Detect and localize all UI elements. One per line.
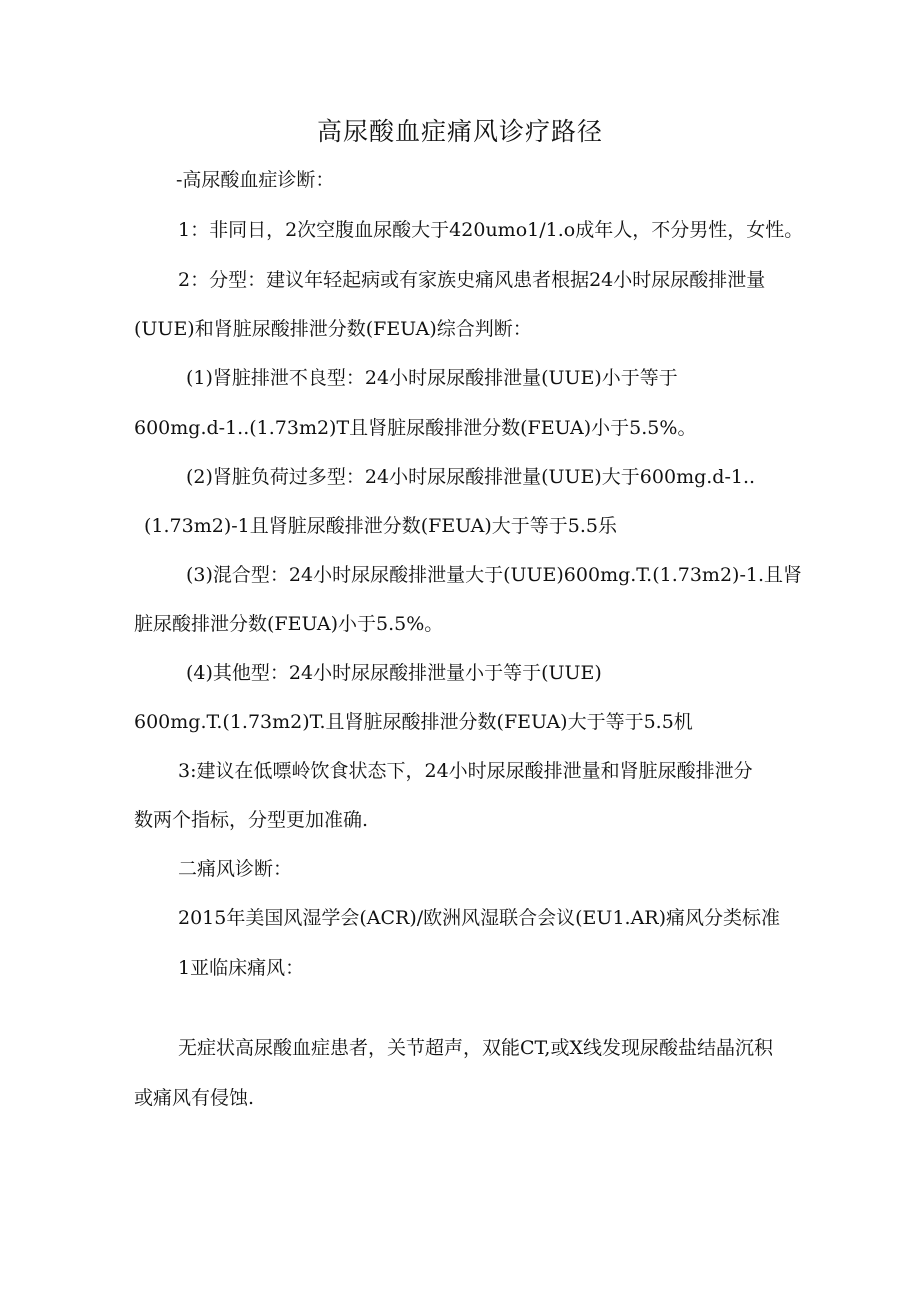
paragraph-classification-line-1: 2：分型：建议年轻起病或有家族史痛风患者根据24小时尿尿酸排泄量 xyxy=(178,269,766,291)
paragraph-recommendation-line-1: 3:建议在低嘌岭饮食状态下，24小时尿尿酸排泄量和肾脏尿酸排泄分 xyxy=(178,760,753,782)
paragraph-type-4-line-2: 600mg.T.(1.73m2)T.且肾脏尿酸排泄分数(FEUA)大于等于5.5机 xyxy=(134,711,693,733)
paragraph-type-4-line-1: (4)其他型：24小时尿尿酸排泄量小于等于(UUE) xyxy=(186,662,602,684)
paragraph-type-1-line-2: 600mg.d-1..(1.73m2)T且肾脏尿酸排泄分数(FEUA)小于5.5%。 xyxy=(134,417,697,439)
paragraph-type-3-line-1: (3)混合型：24小时尿尿酸排泄量大于(UUE)600mg.T.(1.73m2)-1.且肾 xyxy=(186,564,802,586)
paragraph-subclinical-line-1: 无症状高尿酸血症患者，关节超声，双能CT,或X线发现尿酸盐结晶沉积 xyxy=(178,1037,773,1059)
page-title: 高尿酸血症痛风诊疗路径 xyxy=(316,117,603,146)
subheading-subclinical-gout: 1亚临床痛风： xyxy=(178,957,305,979)
paragraph-type-2-line-1: (2)肾脏负荷过多型：24小时尿尿酸排泄量(UUE)大于600mg.d-1.. xyxy=(186,466,756,488)
paragraph-type-2-line-2: (1.73m2)-1且肾脏尿酸排泄分数(FEUA)大于等于5.5乐 xyxy=(144,515,617,537)
paragraph-criterion-1: 1：非同日，2次空腹血尿酸大于420umo1/1.o成年人，不分男性，女性。 xyxy=(178,219,804,241)
section-heading-gout: 二痛风诊断： xyxy=(178,858,293,880)
paragraph-type-3-line-2: 脏尿酸排泄分数(FEUA)小于5.5%。 xyxy=(134,613,444,635)
paragraph-subclinical-line-2: 或痛风有侵蚀. xyxy=(134,1087,255,1109)
paragraph-recommendation-line-2: 数两个指标，分型更加准确. xyxy=(134,809,369,831)
paragraph-classification-standard: 2015年美国风湿学会(ACR)/欧洲风湿联合会议(EU1.AR)痛风分类标准 xyxy=(178,907,781,929)
section-heading-hyperuricemia: -高尿酸血症诊断： xyxy=(176,169,335,191)
paragraph-type-1-line-1: (1)肾脏排泄不良型：24小时尿尿酸排泄量(UUE)小于等于 xyxy=(186,367,678,389)
paragraph-classification-line-2: (UUE)和肾脏尿酸排泄分数(FEUA)综合判断： xyxy=(134,318,532,340)
